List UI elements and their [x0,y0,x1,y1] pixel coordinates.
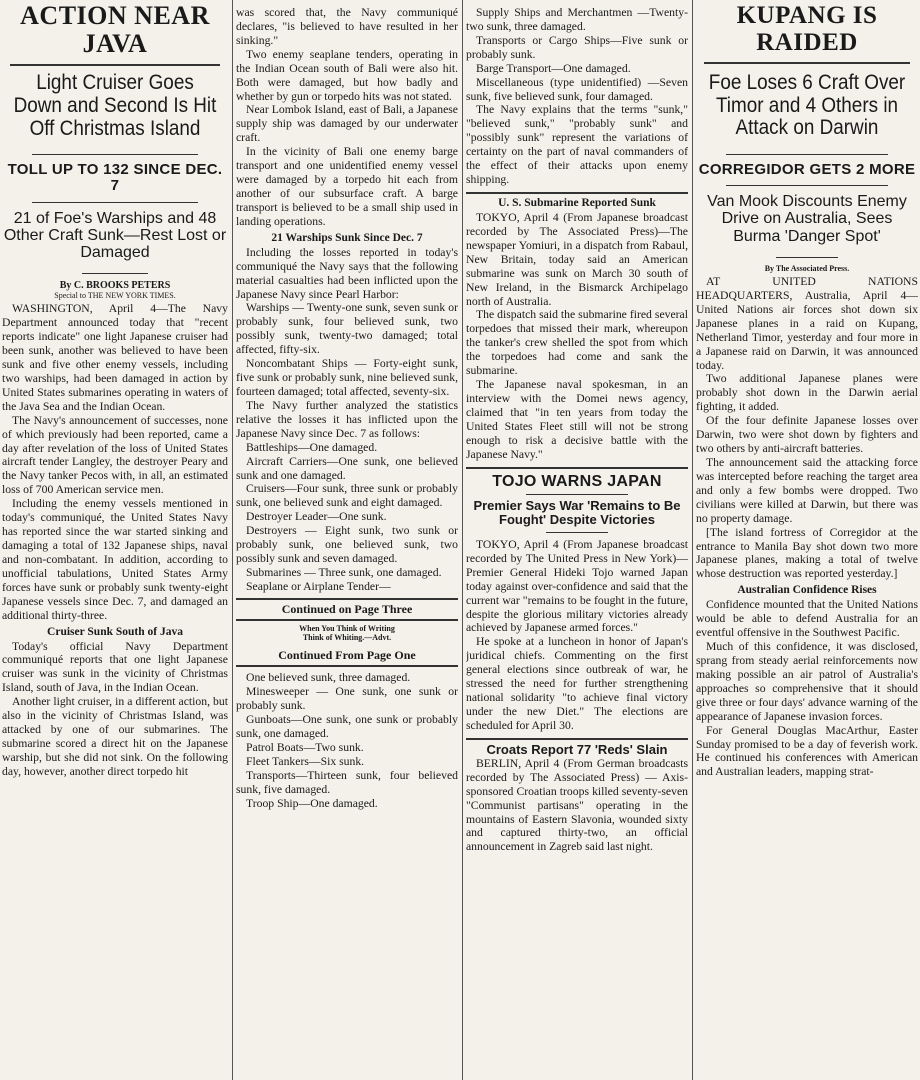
paragraph: [The island fortress of Corregidor at the entrance to Manila Bay shot down two more Japanese planes, making a total of twelve whose destruction was reported yesterday.] [696,525,918,581]
byline: By The Associated Press. [764,264,850,273]
paragraph: Barge Transport—One damaged. [476,61,631,75]
paragraph: Today's official Navy Department communiqué reports that one light Japanese cruiser was sunk in the vicinity of Christmas Island, south of Java, in the Indian Ocean. [2,639,228,695]
paragraph: Seaplane or Airplane Tender— [246,579,391,593]
deck-toll: TOLL UP TO 132 SINCE DEC. 7 [7,161,223,195]
paragraph: Including the enemy vessels mentioned in today's communiqué, the United States Navy has reported since the war started sinking and damaging a total of 132 Japanese ships, naval and non-combatant. In addition, according to unofficial tabulations, United States Army forces have sunk or probably sunk twenty-eight Japanese vessels since Dec. 7, and damaged an additional thirty-three. [2,497,228,622]
paragraph: Cruisers—Four sunk, three sunk or probably sunk, one believed sunk and eight damaged. [236,482,458,510]
deck-foe-loses: Foe Loses 6 Craft Over Timor and 4 Others in Attack on Darwin [708,71,906,140]
paragraph: The Navy explains that the terms "sunk," "believed sunk," "probably sunk" and "possibly sunk" represent the variations of certainty on the part of naval commanders of the effect of their attacks upon enemy shipping. [466,103,688,187]
special-line: Special to THE NEW YORK TIMES. [54,291,176,301]
subhead-cruiser-sunk: Cruiser Sunk South of Java [47,625,183,638]
subhead-australian-confidence: Australian Confidence Rises [737,584,877,597]
paragraph: The announcement said the attacking force was intercepted before reaching the target area and only a few bombs were dropped. Two civilians were killed at Darwin, but there was no property damage. [696,455,918,525]
paragraph: Much of this confidence, it was disclosed, sprang from steady aerial reinforcements now making possible an air patrol of Australia's approaches so comprehensive that it should give three or four days' advance warning of the appearance of Japanese invasion forces. [696,640,918,723]
paragraph: Destroyers — Eight sunk, two sunk or probably sunk, one believed sunk, two possibly sunk and seven damaged. [236,524,458,566]
column-1 [2,0,228,1080]
deck-foes-warships: 21 of Foe's Warships and 48 Other Craft Sunk—Rest Lost or Damaged [3,209,227,262]
paragraph: Destroyer Leader—One sunk. [246,510,387,524]
subhead-21-warships: 21 Warships Sunk Since Dec. 7 [271,231,423,244]
paragraph: Transports or Cargo Ships—Five sunk or probably sunk. [466,33,688,61]
paragraph: Submarines — Three sunk, one damaged. [246,565,442,579]
paragraph: was scored that, the Navy communiqué declares, "is believed to have resulted in her sinking." [236,6,458,47]
paragraph: In the vicinity of Bali one enemy barge transport and one unidentified enemy vessel were damaged by a torpedo hit each from another of our subsurface craft. A barge transport is believed to be a small ship used in landing operations. [236,145,458,228]
paragraph: WASHINGTON, April 4—The Navy Department announced today that "recent reports indicate" one light Japanese cruiser had been sunk, another was believed to have been sunk and five other enemy vessels, including two warships, had been damaged in action by United States submarines operating in waters of the Java Sea and the Indian Ocean. [2,302,228,413]
paragraph: Supply Ships and Merchantmen —Twenty-two sunk, three damaged. [466,6,688,33]
paragraph: Of the four definite Japanese losses over Darwin, two were shot down by fighters and two others by anti-aircraft batteries. [696,414,918,456]
deck-corregidor: CORREGIDOR GETS 2 MORE [698,161,916,179]
paragraph: Two additional Japanese planes were probably shot down in the Darwin aerial fighting, it added. [696,372,918,414]
column-4 [696,0,918,1080]
paragraph: AT UNITED NATIONS HEADQUARTERS, Australia, April 4—United Nations air forces shot down six Japanese planes in a raid on Kupang, Netherland Timor, yesterday and four more in a Japanese raid on Darwin, it was announced today. [696,275,918,372]
paragraph: Fleet Tankers—Six sunk. [246,754,365,768]
headline-action-near-java: ACTION NEAR JAVA [20,1,210,59]
paragraph: TOKYO, April 4 (From Japanese broadcast recorded by The United Press in New York)—Premier General Hideki Tojo warned Japan today against over-confidence and said that the current war "remains to be fought in the future, despite the glorious military victories already achieved by Japanese armed forces." [466,537,688,635]
paragraph: The Navy further analyzed the statistics relative the losses it has inflicted upon the Japanese Navy since Dec. 7 as follows: [236,398,458,440]
paragraph: Warships — Twenty-one sunk, seven sunk or probably sunk, four believed sunk, two possibly sunk, twenty-two damaged; total affected, fifty-six. [236,301,458,357]
column-2 [236,0,458,1080]
paragraph: Noncombatant Ships — Forty-eight sunk, five sunk or probably sunk, nine believed sunk, fourteen damaged; total affected, seventy-six. [236,357,458,398]
deck-van-mook: Van Mook Discounts Enemy Drive on Australia, Sees Burma 'Danger Spot' [707,193,907,245]
paragraph: The Navy's announcement of successes, none of which previously had been reported, came a day after revelation of the loss of United States aircraft tender Langley, the destroyer Peary and the Navy tanker Pecos with, in all, an estimated loss of 700 American service men. [2,413,228,497]
paragraph: Miscellaneous (type unidentified) —Seven sunk, five believed sunk, four damaged. [466,75,688,103]
paragraph: The dispatch said the submarine fired several torpedoes that missed their mark, whereupon the tanker's crew shelled the spot from which the torpedoes had come and sank the submarine. [466,308,688,378]
deck-premier-says: Premier Says War 'Remains to Be Fought' Despite Victories [473,497,681,527]
paragraph: The Japanese naval spokesman, in an interview with the Domei news agency, claimed that "in ten years from today the United States Fleet still will not be strong enough to risk a decisive battle with the Japanese Navy." [466,378,688,461]
paragraph: Near Lombok Island, east of Bali, a Japanese supply ship was damaged by our underwater craft. [236,103,458,145]
paragraph: TOKYO, April 4 (From Japanese broadcast recorded by The Associated Press)—The newspaper Yomiuri, in a dispatch from Rabaul, New Britain, today said an American submarine was sunk on March 30 south of New Ireland, in the Bismarck Archipelago north of Australia. [466,210,688,308]
paragraph: Including the losses reported in today's communiqué the Navy says that the following material casualties had been inflicted upon the Japanese Navy since Pearl Harbor: [236,245,458,301]
paragraph: Troop Ship—One damaged. [246,796,378,810]
continued-on-page-three: Continued on Page Three [236,598,458,621]
paragraph: Another light cruiser, in a different action, but also in the vicinity of Christmas Island, was attacked by one of our submarines. The submarine scored a direct hit on the Japanese warship, but she did not sink. On the following day, however, another direct torpedo hit [2,695,228,778]
paragraph: For General Douglas MacArthur, Easter Sunday promised to be a day of feverish work. He continued his conferences with American and Australian leaders, mapping strat- [696,723,918,779]
headline-tojo-warns: TOJO WARNS JAPAN [492,472,662,490]
paragraph: One believed sunk, three damaged. [246,671,411,685]
subhead-us-submarine: U. S. Submarine Reported Sunk [498,196,656,209]
continued-from-page-one: Continued From Page One [236,646,458,667]
paragraph: BERLIN, April 4 (From German broadcasts recorded by The Associated Press) — Axis-sponsored Croatian troops killed seventy-seven "Communist partisans" operating in the mountains of Eastern Slavonia, wounded sixty and captured thirty-two, an official announcement in Zagreb said last night. [466,756,688,854]
column-3 [466,0,688,1080]
paragraph: Gunboats—One sunk, one sunk or probably sunk, one damaged. [236,713,458,741]
deck-light-cruiser: Light Cruiser Goes Down and Second Is Hit Off Christmas Island [13,71,217,140]
paragraph: Two enemy seaplane tenders, operating in the Indian Ocean south of Bali were also hit. Both were damaged, but how badly and whether by gun or torpedo hits was not stated. [236,47,458,103]
paragraph: Aircraft Carriers—One sunk, one believed sunk and one damaged. [236,454,458,482]
paragraph: Battleships—One damaged. [246,440,378,454]
paragraph: Confidence mounted that the United Nations would be able to defend Australia for an eventful offensive in the Southwest Pacific. [696,598,918,640]
advertisement: When You Think of Writing Think of Whiting.—Advt. [299,623,395,642]
headline-kupang-raided: KUPANG IS RAIDED [736,2,878,56]
paragraph: Minesweeper — One sunk, one sunk or probably sunk. [236,685,458,713]
byline: By C. BROOKS PETERS [59,280,171,292]
paragraph: Patrol Boats—Two sunk. [246,741,364,754]
paragraph: He spoke at a luncheon in honor of Japan's juridical chiefs. Commenting on the first general elections since outbreak of war, he stressed the need for further strengthening national solidarity "to achieve final victory under the new Diet." The elections are scheduled for April 30. [466,635,688,732]
paragraph: Transports—Thirteen sunk, four believed sunk, five damaged. [236,768,458,796]
headline-croats-report: Croats Report 77 'Reds' Slain [486,741,668,757]
